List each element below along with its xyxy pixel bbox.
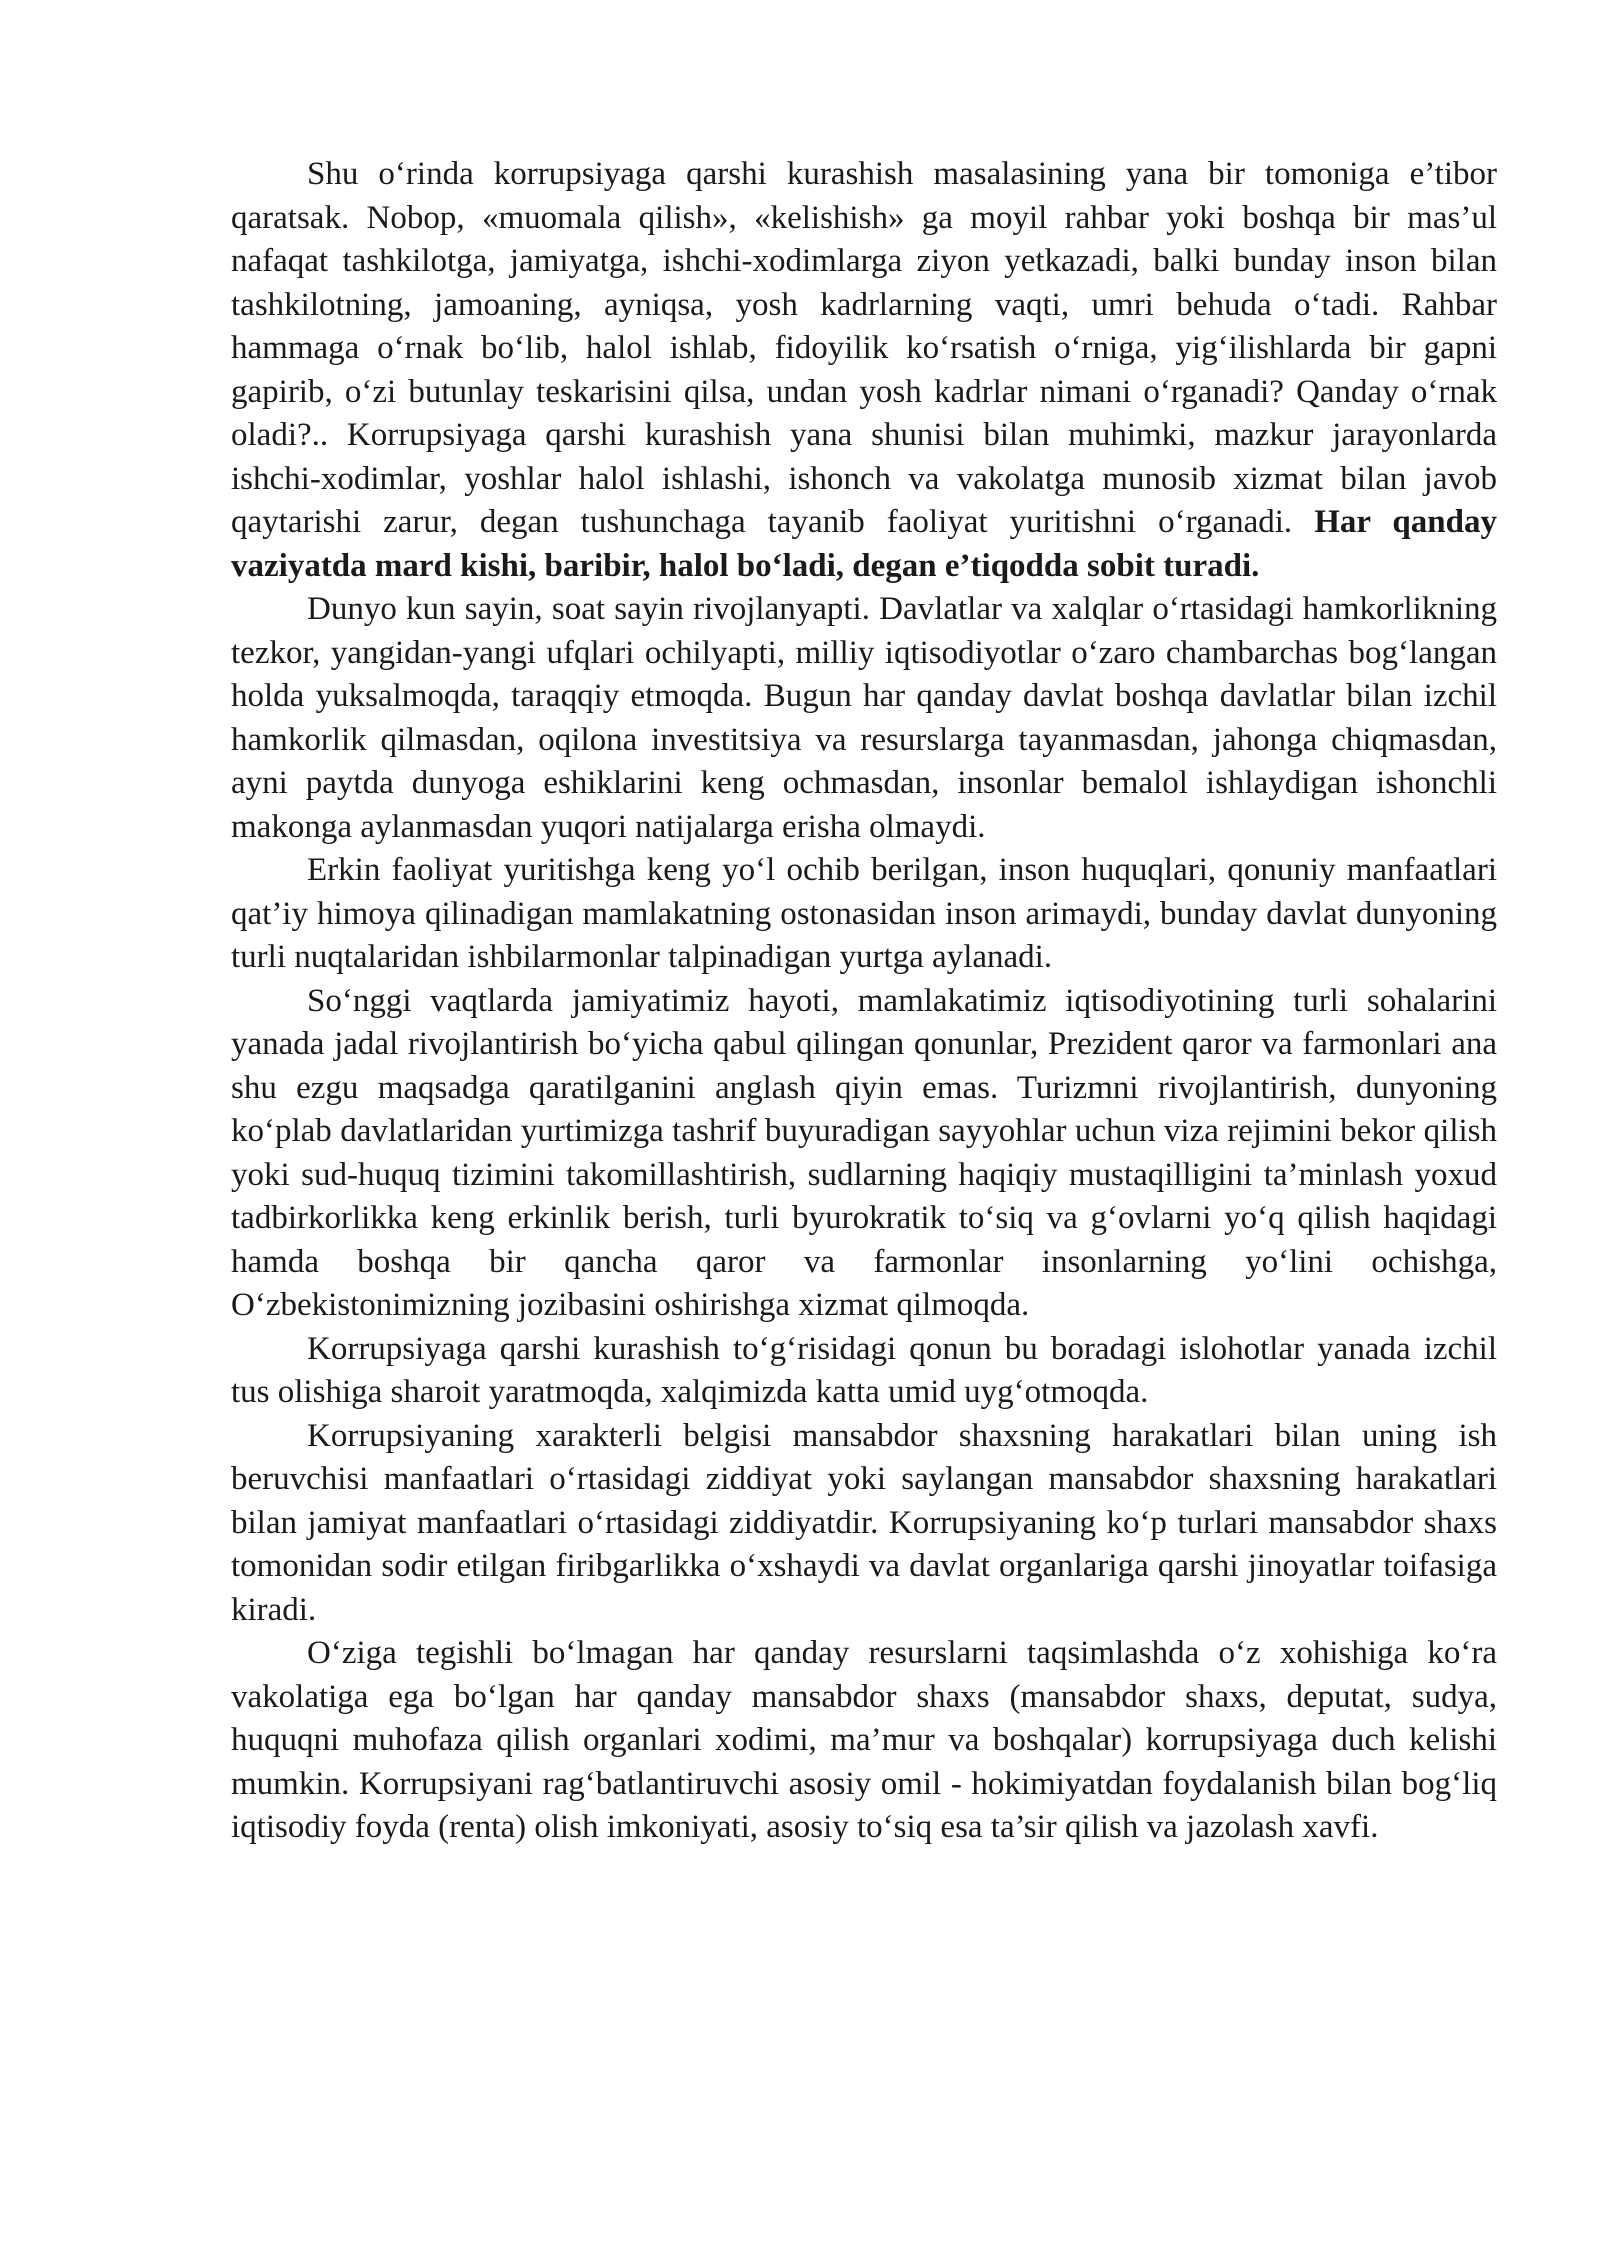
paragraph-1-bold-text: Har qanday vaziyatda mard kishi, baribir, halol bo‘ladi, degan e’tiqodda sobit turadi. [231,504,1497,584]
paragraph-5: Korrupsiyaga qarshi kurashish to‘g‘risidagi qonun bu boradagi islohotlar yanada izchil tus olishiga sharoit yaratmoqda, xalqimizda katta umid uyg‘otmoqda. [231,1330,1497,1410]
paragraph-7: O‘ziga tegishli bo‘lmagan har qanday resurslarni taqsimlashda o‘z xohishiga ko‘ra vakolatiga ega bo‘lgan har qanday mansabdor shaxs (mansabdor shaxs, deputat, sudya, huquqni muhofaza qilish organlari xodimi, ma’mur va boshqalar) korrupsiyaga duch kelishi mumkin. Korrupsiyani rag‘batlantiruvchi asosiy omil - hokimiyatdan foydalanish bilan bog‘liq iqtisodiy foyda (renta) olish imkoniyati, asosiy to‘siq esa ta’sir qilish va jazolash xavfi. [231,1635,1497,1845]
paragraph-3: Erkin faoliyat yuritishga keng yo‘l ochib berilgan, inson huquqlari, qonuniy manfaatlari qat’iy himoya qilinadigan mamlakatning ostonasidan inson arimaydi, bunday davlat dunyoning turli nuqtalaridan ishbilarmonlar talpinadigan yurtga aylanadi. [231,852,1497,975]
paragraph-6: Korrupsiyaning xarakterli belgisi mansabdor shaxsning harakatlari bilan uning ish beruvchisi manfaatlari o‘rtasidagi ziddiyat yoki saylangan mansabdor shaxsning harakatlari bilan jamiyat manfaatlari o‘rtasidagi ziddiyatdir. Korrupsiyaning ko‘p turlari mansabdor shaxs tomonidan sodir etilgan firibgarlikka o‘xshaydi va davlat organlariga qarshi jinoyatlar toifasiga kiradi. [231,1417,1497,1628]
paragraph-2: Dunyo kun sayin, soat sayin rivojlanyapti. Davlatlar va xalqlar o‘rtasidagi hamkorlikning tezkor, yangidan-yangi ufqlari ochilyapti, milliy iqtisodiyotlar o‘zaro chambarchas bog‘langan holda yuksalmoqda, taraqqiy etmoqda. Bugun har qanday davlat boshqa davlatlar bilan izchil hamkorlik qilmasdan, oqilona investitsiya va resurslarga tayanmasdan, jahonga chiqmasdan, ayni paytda dunyoga eshiklarini keng ochmasdan, insonlar bemalol ishlaydigan ishonchli makonga aylanmasdan yuqori natijalarga erisha olmaydi. [231,591,1497,845]
paragraph-4: So‘nggi vaqtlarda jamiyatimiz hayoti, mamlakatimiz iqtisodiyotining turli sohalarini yanada jadal rivojlantirish bo‘yicha qabul qilingan qonunlar, Prezident qaror va farmonlari ana shu ezgu maqsadga qaratilganini anglash qiyin emas. Turizmni rivojlantirish, dunyoning ko‘plab davlatlaridan yurtimizga tashrif buyuradigan sayyohlar uchun viza rejimini bekor qilish yoki sud-huquq tizimini takomillashtirish, sudlarning haqiqiy mustaqilligini ta’minlash yoxud tadbirkorlikka keng erkinlik berish, turli byurokratik to‘siq va g‘ovlarni yo‘q qilish haqidagi hamda boshqa bir qancha qaror va farmonlar insonlarning yo‘lini ochishga, O‘zbekistonimizning jozibasini oshirishga xizmat qilmoqda. [231,982,1497,1323]
paragraph-1-text: Shu o‘rinda korrupsiyaga qarshi kurashish masalasining yana bir tomoniga e’tibor qaratsak. Nobop, «muomala qilish», «kelishish» ga moyil rahbar yoki boshqa bir mas’ul nafaqat tashkilotga, jamiyatga, ishchi-xodimlarga ziyon yetkazadi, balki bunday inson bilan tashkilotning, jamoaning, ayniqsa, yosh kadrlarning vaqti, umri behuda o‘tadi. Rahbar hammaga o‘rnak bo‘lib, halol ishlab, fidoyilik ko‘rsatish o‘rniga, yig‘ilishlarda bir gapni gapirib, o‘zi butunlay teskarisini qilsa, undan yosh kadrlar nimani o‘rganadi? Qanday o‘rnak oladi?.. Korrupsiyaga qarshi kurashish yana shunisi bilan muhimki, mazkur jarayonlarda ishchi-xodimlar, yoshlar halol ishlashi, ishonch va vakolatga munosib xizmat bilan javob qaytarishi zarur, degan tushunchaga tayanib faoliyat yuritishni o‘rganadi. [231,156,1497,540]
paragraph-1 [231,153,1497,588]
document-page [231,153,1497,1850]
